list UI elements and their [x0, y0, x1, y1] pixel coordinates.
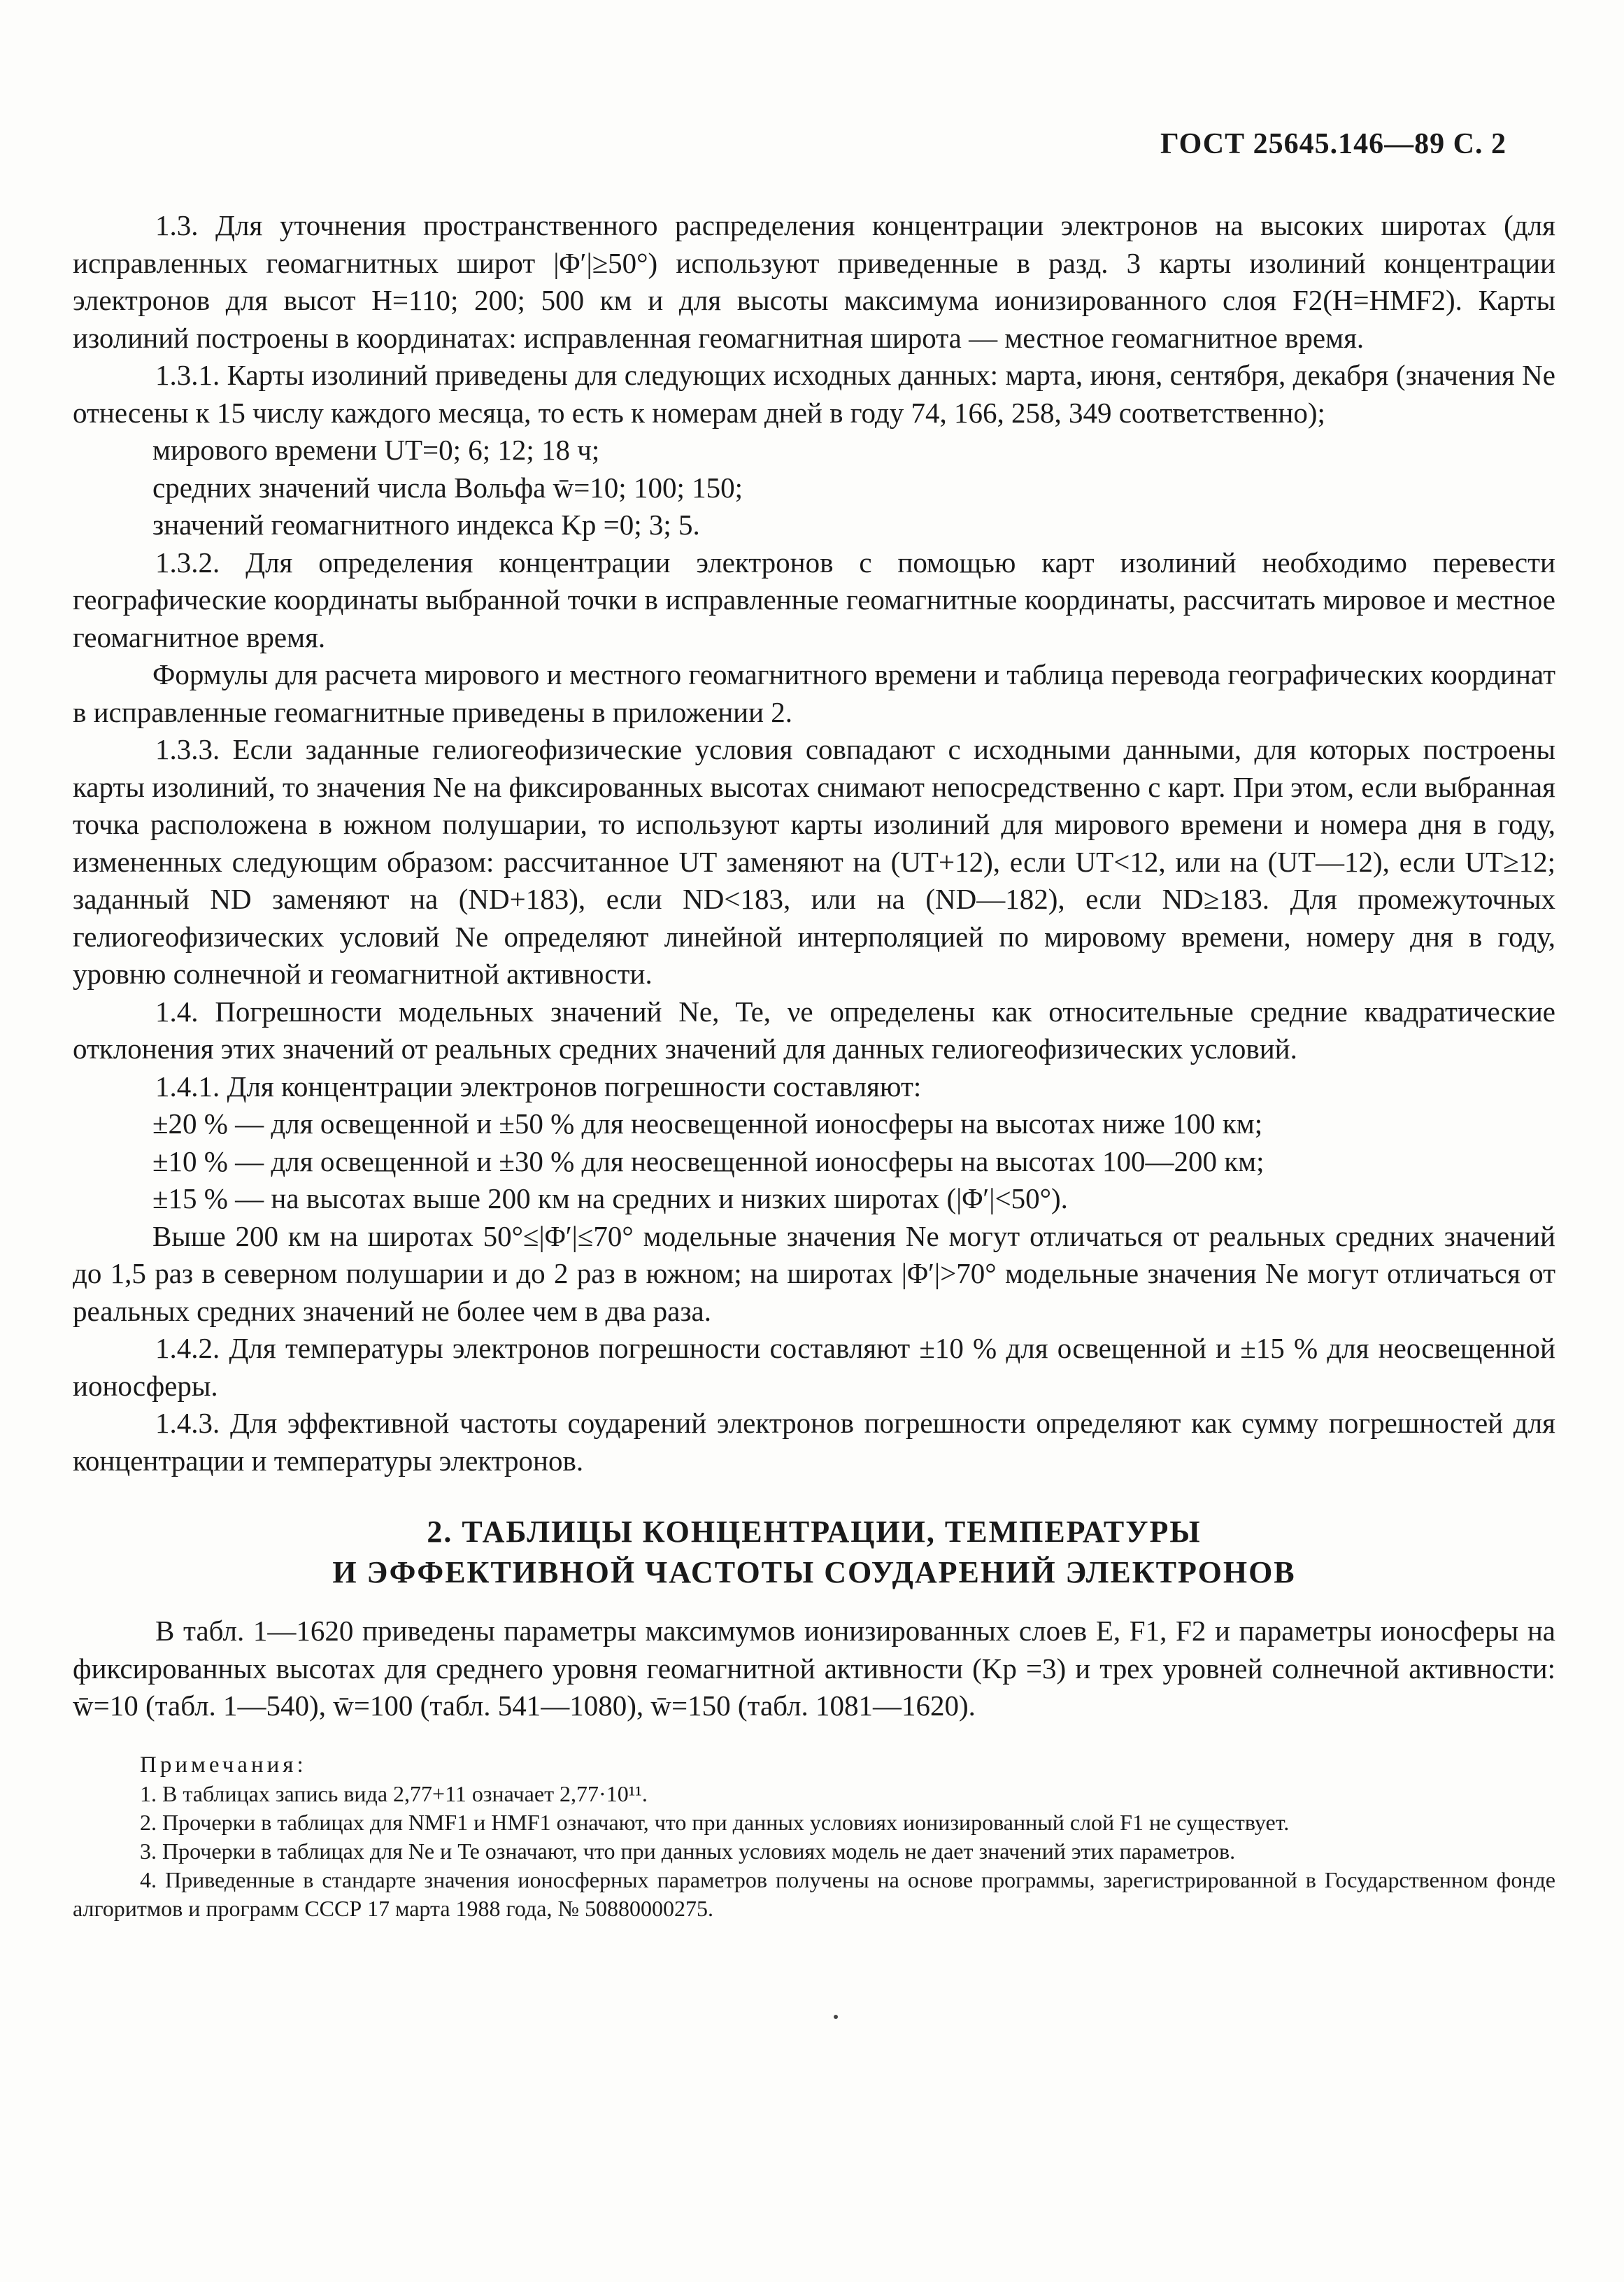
paragraph-1-3: 1.3. Для уточнения пространственного распределения концентрации электронов на высоких широтах (для исправленных геомагнитных широт |Φ′|≥50°) используют приведенные в разд. 3 карты изолиний концентрации электронов для высот H=110; 200; 500 км и для высоты максимума ионизированного слоя F2(H=HMF2). Карты изолиний построены в координатах: исправленная геомагнитная широта — местное геомагнитное время.: [73, 209, 1555, 354]
list-item-error-20: ±20 % — для освещенной и ±50 % для неосвещенной ионосферы на высотах ниже 100 км;: [152, 1107, 1263, 1140]
list-item-ut: мирового времени UT=0; 6; 12; 18 ч;: [152, 434, 600, 466]
paragraph-1-4-2: 1.4.2. Для температуры электронов погрешности составляют ±10 % для освещенной и ±15 % для неосвещенной ионосферы.: [73, 1332, 1555, 1402]
list-item-kp: значений геомагнитного индекса Kp =0; 3; 5.: [152, 509, 700, 541]
section-title-line-2: И ЭФФЕКТИВНОЙ ЧАСТОТЫ СОУДАРЕНИЙ ЭЛЕКТРОНОВ: [332, 1555, 1296, 1589]
paragraph-1-4-1: 1.4.1. Для концентрации электронов погрешности составляют:: [155, 1070, 922, 1103]
scan-dot: [834, 2015, 838, 2019]
notes-block: [73, 1750, 1555, 1923]
note-item: 4. Приведенные в стандарте значения ионосферных параметров получены на основе программы, зарегистрированной в Государственном фонде алгоритмов и программ СССР 17 марта 1988 года, № 50880000275.: [73, 1866, 1555, 1921]
paragraph-1-4-3: 1.4.3. Для эффективной частоты соударений электронов погрешности определяют как сумму погрешностей для концентрации и температуры электронов.: [73, 1407, 1555, 1477]
notes-heading: Примечания:: [140, 1752, 307, 1778]
paragraph-above-200km: Выше 200 км на широтах 50°≤|Φ′|≤70° модельные значения Ne могут отличаться от реальных средних значений до 1,5 раз в северном полушарии и до 2 раз в южном; на широтах |Φ′|>70° модельные значения Ne могут отличаться от реальных средних значений не более чем в два раза.: [73, 1219, 1555, 1327]
note-item: 2. Прочерки в таблицах для NMF1 и HMF1 означают, что при данных условиях ионизированный слой F1 не существует.: [140, 1809, 1290, 1835]
note-item: 1. В таблицах запись вида 2,77+11 означает 2,77·10¹¹.: [140, 1780, 648, 1806]
document-body: [73, 207, 1555, 1923]
paragraph-formulas: Формулы для расчета мирового и местного геомагнитного времени и таблица перевода географических координат в исправленные геомагнитные приведены в приложении 2.: [73, 658, 1555, 728]
paragraph-1-3-2: 1.3.2. Для определения концентрации электронов с помощью карт изолиний необходимо перевести географические координаты выбранной точки в исправленные геомагнитные координаты, рассчитать мировое и местное геомагнитное время.: [73, 546, 1555, 653]
paragraph-1-3-3: 1.3.3. Если заданные гелиогеофизические условия совпадают с исходными данными, для которых построены карты изолиний, то значения Ne на фиксированных высотах снимают непосредственно с карт. При этом, если выбранная точка расположена в южном полушарии, то используют карты изолиний для мирового времени и номера дня в году, измененных следующим образом: рассчитанное UT заменяют на (UT+12), если UT<12, или на (UT—12), если UT≥12; заданный ND заменяют на (ND+183), если ND<183, или на (ND—182), если ND≥183. Для промежуточных гелиогеофизических условий Ne определяют линейной интерполяцией по мировому времени, номеру дня в году, уровню солнечной и геомагнитной активности.: [73, 733, 1555, 990]
page-header: ГОСТ 25645.146—89 С. 2: [1160, 128, 1507, 160]
section-intro: В табл. 1—1620 приведены параметры максимумов ионизированных слоев E, F1, F2 и параметры ионосферы на фиксированных высотах для среднего уровня геомагнитной активности (Kp =3) и трех уровней солнечной активности: w̄=10 (табл. 1—540), w̄=100 (табл. 541—1080), w̄=150 (табл. 1081—1620).: [73, 1615, 1555, 1722]
list-item-wolf: средних значений числа Вольфа w̄=10; 100; 150;: [152, 471, 743, 504]
list-item-error-15: ±15 % — на высотах выше 200 км на средних и низких широтах (|Φ′|<50°).: [152, 1182, 1068, 1214]
section-title-line-1: 2. ТАБЛИЦЫ КОНЦЕНТРАЦИИ, ТЕМПЕРАТУРЫ: [427, 1515, 1202, 1549]
paragraph-1-3-1: 1.3.1. Карты изолиний приведены для следующих исходных данных: марта, июня, сентября, декабря (значения Ne отнесены к 15 числу каждого месяца, то есть к номерам дней в году 74, 166, 258, 349 соответственно);: [73, 359, 1555, 429]
paragraph-1-4: 1.4. Погрешности модельных значений Ne, Te, νe определены как относительные средние квадратические отклонения этих значений от реальных средних значений для данных гелиогеофизических условий.: [73, 995, 1555, 1065]
note-item: 3. Прочерки в таблицах для Ne и Te означают, что при данных условиях модель не дает значений этих параметров.: [140, 1838, 1236, 1864]
list-item-error-10: ±10 % — для освещенной и ±30 % для неосвещенной ионосферы на высотах 100—200 км;: [152, 1144, 1265, 1177]
section-title: [73, 1512, 1555, 1593]
